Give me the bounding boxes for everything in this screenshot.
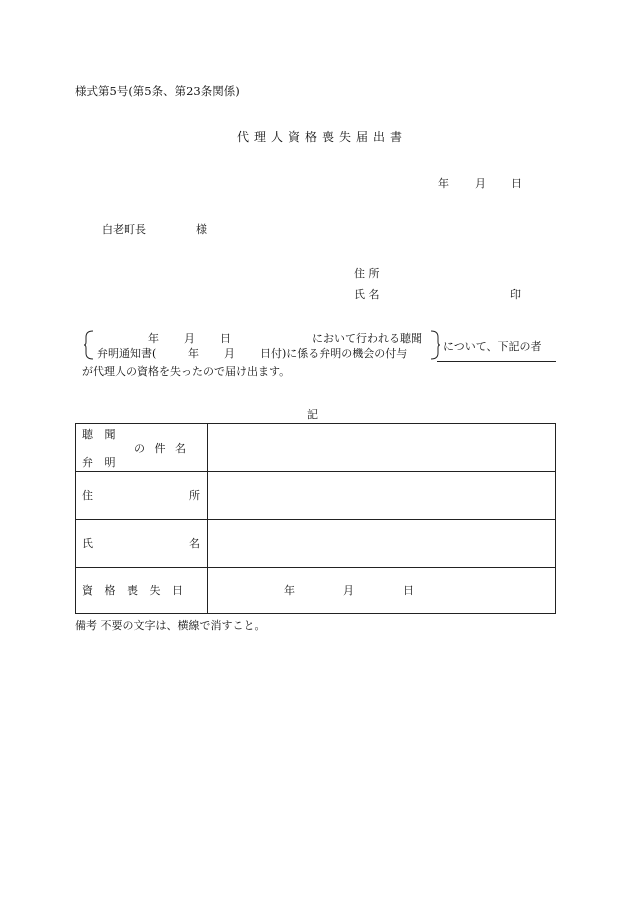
statement-line3: が代理人の資格を失ったので届け出ます。 (82, 365, 291, 378)
statement-day-label: 日 (220, 332, 231, 345)
addressee-honorific: 様 (196, 223, 207, 236)
row3-label-left: 氏 (82, 537, 93, 550)
applicant-address-label: 住 所 (354, 267, 380, 280)
table-divider (76, 471, 555, 472)
remarks-note: 備考 不要の文字は、横線で消すこと。 (75, 619, 266, 632)
row1-label-top: 聴 聞 (82, 428, 120, 441)
form-number: 様式第5号(第5条、第23条関係) (75, 84, 240, 98)
statement-suffix: について、下記の者 (443, 340, 542, 353)
applicant-name-label: 氏 名 (354, 288, 380, 301)
row1-label-middle: の 件 名 (134, 442, 189, 455)
left-bracket-icon (83, 330, 95, 360)
statement-underline (437, 361, 556, 362)
row4-label: 資 格 喪 失 日 (82, 584, 187, 597)
right-bracket-icon (429, 330, 441, 360)
row4-year-label: 年 (284, 584, 295, 597)
table-divider (76, 519, 555, 520)
table-column-divider (207, 424, 208, 613)
statement-hearing-text: において行われる聴聞 (312, 332, 422, 345)
row2-label-right: 所 (189, 489, 200, 502)
statement-year-label: 年 (148, 332, 159, 345)
date-day-label: 日 (511, 177, 522, 190)
row4-day-label: 日 (403, 584, 414, 597)
statement-month-label: 月 (184, 332, 195, 345)
row4-month-label: 月 (343, 584, 354, 597)
statement-notice-month: 月 (224, 347, 235, 360)
row3-label-right: 名 (189, 537, 200, 550)
details-table (75, 423, 556, 614)
statement-notice-suffix: 日付)に係る弁明の機会の付与 (260, 347, 408, 360)
table-divider (76, 567, 555, 568)
ki-label: 記 (307, 408, 318, 421)
date-year-label: 年 (438, 177, 449, 190)
statement-notice-year: 年 (188, 347, 199, 360)
document-title: 代理人資格喪失届出書 (237, 130, 408, 144)
row1-label-bottom: 弁 明 (82, 456, 120, 469)
seal-mark: 印 (510, 288, 521, 301)
addressee-name: 白老町長 (102, 223, 146, 236)
date-month-label: 月 (475, 177, 486, 190)
row2-label-left: 住 (82, 489, 93, 502)
statement-notice-prefix: 弁明通知書( (97, 347, 157, 360)
